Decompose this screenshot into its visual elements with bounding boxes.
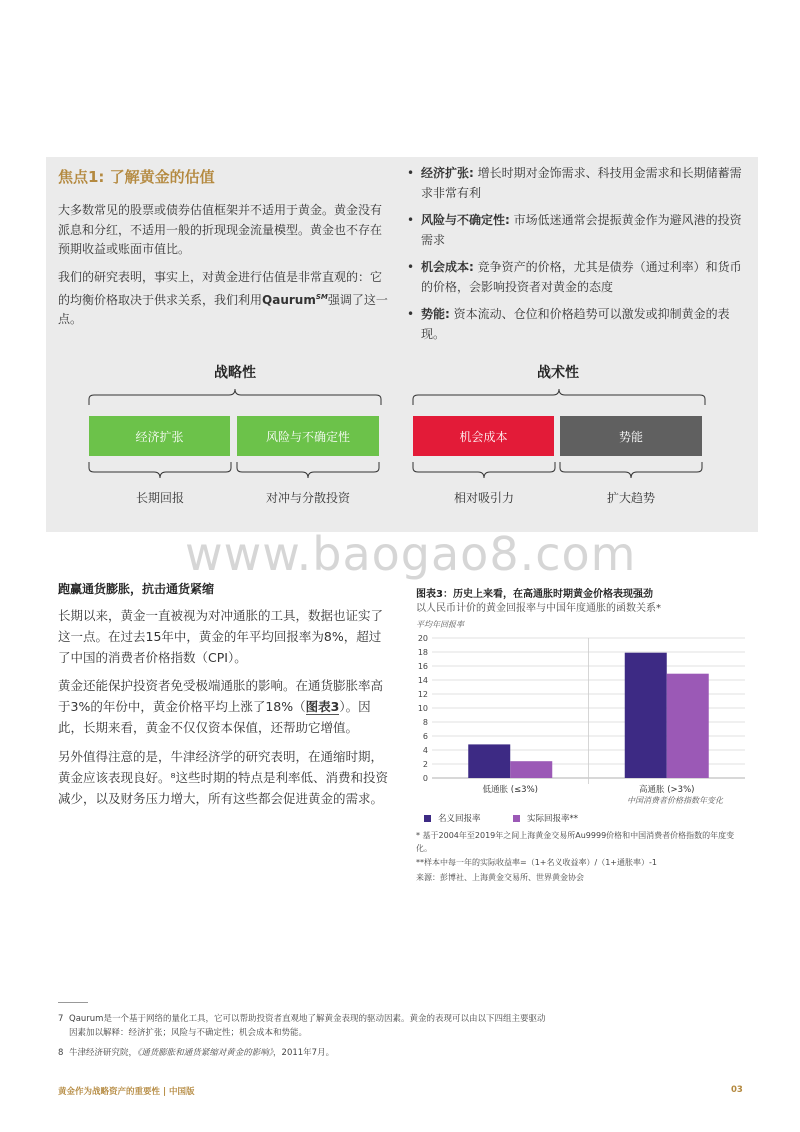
qaurum-brand: Qaurum bbox=[262, 292, 316, 307]
bullet-dot: • bbox=[407, 307, 415, 321]
bullet-dot: • bbox=[407, 213, 415, 227]
driver-box-economic-expansion: 经济扩张 bbox=[89, 416, 230, 456]
chart-reference-link[interactable]: 图表3 bbox=[305, 699, 340, 714]
bullet-item bbox=[407, 164, 747, 203]
chart-y-axis-label: 平均年回报率 bbox=[416, 620, 464, 629]
footnote-publication-title: 《通货膨胀和通货紧缩对黄金的影响》 bbox=[137, 1048, 274, 1058]
y-tick-label: 18 bbox=[417, 648, 428, 657]
bullet-text: 资本流动、仓位和价格趋势可以激发或抑制黄金的表现。 bbox=[421, 307, 730, 341]
inflation-heading: 跑赢通货膨胀，抗击通货紧缩 bbox=[58, 582, 215, 596]
legend-swatch-nominal bbox=[424, 815, 431, 822]
x-category-label: 高通胀 (>3%) bbox=[639, 785, 695, 795]
bullet-text: 市场低迷通常会提振黄金作为避风港的投资需求 bbox=[421, 213, 742, 247]
y-tick-label: 4 bbox=[422, 746, 428, 755]
bullet-item bbox=[407, 258, 747, 297]
inflation-p2-before: 黄金还能保护投资者免受极端通胀的影响。在通货膨胀率高于3%的年份中，黄金价格平均上涨了18%（ bbox=[58, 678, 384, 714]
legend-label-real: 实际回报率** bbox=[527, 814, 579, 824]
bottom-brace-4 bbox=[557, 460, 707, 484]
bottom-brace-1 bbox=[86, 460, 236, 484]
y-tick-label: 0 bbox=[422, 774, 428, 783]
qaurum-sup: SM bbox=[315, 292, 328, 301]
y-tick-label: 10 bbox=[417, 704, 428, 713]
label-long-term-return: 长期回报 bbox=[135, 491, 184, 505]
inflation-paragraph-1: 长期以来，黄金一直被视为对冲通胀的工具，数据也证实了这一点。在过去15年中，黄金的年平均回报率为8%，超过了中国的消费者价格指数（CPI）。 bbox=[58, 608, 384, 665]
footnote-8 bbox=[58, 1046, 618, 1060]
bottom-brace-3 bbox=[410, 460, 560, 484]
y-tick-label: 2 bbox=[422, 760, 428, 769]
footnote-divider bbox=[58, 1002, 88, 1003]
focus-p2-before: 我们的研究表明，事实上，对黄金进行估值是非常直观的：它的均衡价格取决于供求关系，我们利用 bbox=[58, 270, 383, 307]
chart-title: 图表3：历史上来看，在高通胀时期黄金价格表现强劲 bbox=[416, 589, 653, 600]
footnote-text: 牛津经济研究院， bbox=[69, 1048, 138, 1058]
bullet-item bbox=[407, 305, 747, 344]
focus-p2-after: 强调了这一点。 bbox=[58, 292, 388, 326]
bar bbox=[625, 653, 667, 778]
footnote-number: 7 bbox=[58, 1014, 64, 1024]
legend-label-nominal: 名义回报率 bbox=[438, 814, 481, 824]
legend-item-nominal bbox=[424, 812, 481, 824]
x-category-label: 低通胀 (≤3%) bbox=[482, 785, 538, 795]
footer-title: 黄金作为战略资产的重要性 | 中国版 bbox=[58, 1087, 195, 1097]
bar bbox=[468, 744, 510, 778]
watermark: www.baogao8.com bbox=[185, 527, 637, 581]
bar bbox=[667, 674, 709, 778]
label-amplify-trend: 扩大趋势 bbox=[606, 491, 655, 505]
driver-box-risk-uncertainty: 风险与不确定性 bbox=[237, 416, 379, 456]
legend-item-real bbox=[513, 812, 578, 824]
chart-subtitle: 以人民币计价的黄金回报率与中国年度通胀的函数关系* bbox=[416, 603, 661, 614]
y-tick-label: 8 bbox=[422, 718, 428, 727]
bullet-term: 经济扩张: bbox=[421, 166, 474, 180]
bullet-dot: • bbox=[407, 260, 415, 274]
driver-box-momentum: 势能 bbox=[560, 416, 702, 456]
focus-paragraph-1: 大多数常见的股票或债券估值框架并不适用于黄金。黄金没有派息和分红，不适用一般的折现现金流量模型。黄金也不存在预期收益或账面市值比。 bbox=[58, 203, 383, 256]
y-tick-label: 20 bbox=[417, 634, 428, 643]
bullet-text: 增长时期对金饰需求、科技用金需求和长期储蓄需求非常有利 bbox=[421, 166, 742, 200]
footnote-text-after: ，2011年7月。 bbox=[273, 1048, 335, 1058]
bottom-brace-2 bbox=[234, 460, 384, 484]
label-hedge-diversify: 对冲与分散投资 bbox=[265, 491, 350, 505]
strategic-top-brace bbox=[86, 383, 384, 409]
bar bbox=[510, 761, 552, 778]
label-relative-attractiveness: 相对吸引力 bbox=[453, 491, 514, 505]
inflation-paragraph-2 bbox=[58, 675, 390, 738]
tactical-title: 战术性 bbox=[537, 365, 579, 381]
inflation-p2-after: ）。因此，长期来看，黄金不仅仅资本保值，还帮助它增值。 bbox=[58, 699, 371, 735]
bar-chart bbox=[410, 630, 750, 810]
driver-box-opportunity-cost: 机会成本 bbox=[413, 416, 554, 456]
chart-source: 来源：彭博社、上海黄金交易所、世界黄金协会 bbox=[416, 873, 584, 882]
driver-bullet-list bbox=[407, 164, 747, 352]
tactical-top-brace bbox=[410, 383, 708, 409]
bullet-term: 风险与不确定性: bbox=[421, 213, 510, 227]
footnote-number: 8 bbox=[58, 1048, 64, 1058]
y-tick-label: 12 bbox=[417, 690, 428, 699]
inflation-paragraph-3: 另外值得注意的是，牛津经济学的研究表明，在通缩时期，黄金应该表现良好。⁸这些时期的特点是利率低、消费和投资减少，以及财务压力增大，所有这些都会促进黄金的需求。 bbox=[58, 749, 389, 806]
focus-paragraph-2 bbox=[58, 268, 388, 330]
chart-note-2: **样本中每一年的实际收益率=（1+名义收益率）/（1+通胀率）-1 bbox=[416, 858, 657, 867]
footnote-7 bbox=[58, 1012, 618, 1040]
page-number: 03 bbox=[731, 1085, 743, 1095]
bullet-term: 机会成本: bbox=[421, 260, 474, 274]
y-tick-label: 14 bbox=[417, 676, 428, 685]
bullet-text: 竞争资产的价格，尤其是债券（通过利率）和货币的价格，会影响投资者对黄金的态度 bbox=[421, 260, 742, 294]
bullet-term: 势能: bbox=[421, 307, 450, 321]
footnote-text: Qaurum是一个基于网络的量化工具，它可以帮助投资者直观地了解黄金表现的驱动因素。黄金的表现可以由以下四组主要驱动 bbox=[69, 1014, 546, 1024]
strategic-title: 战略性 bbox=[214, 365, 256, 381]
footnote-text-continued: 因素加以解释：经济扩张；风险与不确定性；机会成本和势能。 bbox=[69, 1028, 308, 1038]
y-tick-label: 6 bbox=[422, 732, 428, 741]
focus-title: 焦点1: 了解黄金的估值 bbox=[58, 168, 215, 186]
legend-swatch-real bbox=[513, 815, 520, 822]
bullet-dot: • bbox=[407, 166, 415, 180]
x-axis-label: 中国消费者价格指数年变化 bbox=[627, 796, 723, 805]
chart-note-1: * 基于2004年至2019年之间上海黄金交易所Au9999价格和中国消费者价格指数的年度变化。 bbox=[416, 831, 735, 853]
bullet-item bbox=[407, 211, 747, 250]
y-tick-label: 16 bbox=[417, 662, 428, 671]
